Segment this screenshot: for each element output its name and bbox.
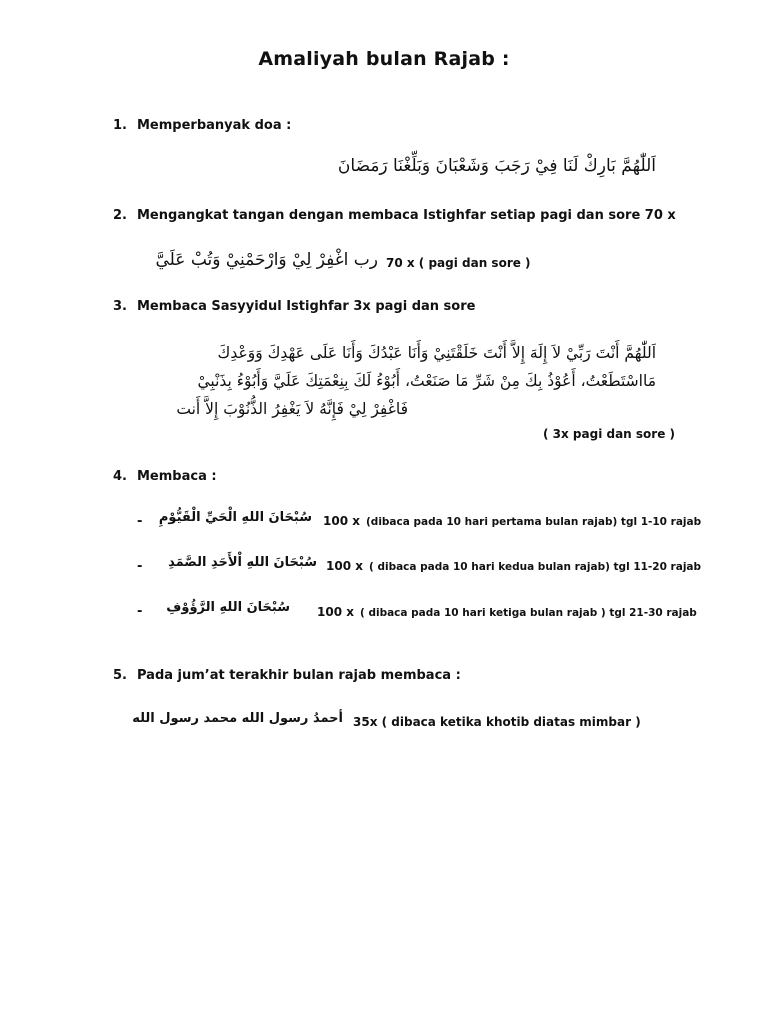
list-dash: - <box>137 559 143 574</box>
repetition-note: 35x ( dibaca ketika khotib diatas mimbar ) <box>353 715 641 729</box>
istighfar-arabic-text: رب اغْفِرْ لِيْ وَارْحَمْنِيْ وَتُبْ عَلَيَّ <box>155 250 378 270</box>
item-number: 4. <box>113 469 127 484</box>
repetition-note: ( 3x pagi dan sore ) <box>543 427 676 441</box>
sayyidul-istighfar-line-2: مَااسْتَطَعْتُ، أَعُوْذُ بِكَ مِنْ شَرِّ مَا صَنَعْتُ، أَبُوْءُ لَكَ بِنِعْمَتِكَ عَلَيَّ وَأَبُوْءُ بِذَنْبِيْ <box>197 372 656 390</box>
tasbih-arabic-text: سُبْحَانَ اللهِ اْلأَحَدِ الصَّمَدِ <box>168 555 317 570</box>
tasbih-arabic-text: سُبْحَانَ اللهِ الرَّؤُوْفِ <box>166 600 290 615</box>
doa-arabic-text: اَللّٰهُمَّ بَارِكْ لَنَا فِيْ رَجَبَ وَشَعْبَانَ وَبَلِّغْنَا رَمَضَانَ <box>337 156 656 176</box>
item-number: 5. <box>113 668 127 683</box>
reading-schedule-note: (dibaca pada 10 hari pertama bulan rajab) tgl 1-10 rajab <box>366 516 702 528</box>
item-heading: Pada jum’at terakhir bulan rajab membaca : <box>137 668 461 683</box>
list-dash: - <box>137 604 143 619</box>
repetition-note: 70 x ( pagi dan sore ) <box>386 256 531 270</box>
item-heading: Membaca Sasyyidul Istighfar 3x pagi dan sore <box>137 299 476 314</box>
item-number: 2. <box>113 208 127 223</box>
item-number: 1. <box>113 118 127 133</box>
item-heading: Membaca : <box>137 469 217 484</box>
repetition-count: 100 x <box>317 605 354 619</box>
item-heading: Memperbanyak doa : <box>137 118 292 133</box>
repetition-count: 100 x <box>326 559 363 573</box>
item-heading: Mengangkat tangan dengan membaca Istighfar setiap pagi dan sore 70 x <box>137 208 676 223</box>
shalawat-arabic-text: أحمدُ رسول الله محمد رسول الله <box>132 711 343 726</box>
sayyidul-istighfar-line-1: اَللّٰهُمَّ أَنْتَ رَبِّيْ لاَ إِلَهَ إِلاَّ أَنْتَ خَلَقْتَنِيْ وَأَنَا عَبْدُكَ وَأَنَا عَلَى عَهْدِكَ وَوَعْدِكَ <box>217 344 656 362</box>
item-number: 3. <box>113 299 127 314</box>
sayyidul-istighfar-line-3: فَاغْفِرْ لِيْ فَإِنَّهُ لاَ يَغْفِرُ الذُّنُوْبَ إِلاَّ أَنت <box>176 400 408 418</box>
repetition-count: 100 x <box>323 514 360 528</box>
reading-schedule-note: ( dibaca pada 10 hari ketiga bulan rajab ) tgl 21-30 rajab <box>360 607 697 619</box>
tasbih-arabic-text: سُبْحَانَ اللهِ الْحَيِّ الْقَيُّوْمِ <box>158 510 312 525</box>
list-dash: - <box>137 514 143 529</box>
page-title: Amaliyah bulan Rajab : <box>258 48 510 70</box>
reading-schedule-note: ( dibaca pada 10 hari kedua bulan rajab) tgl 11-20 rajab <box>369 561 702 573</box>
